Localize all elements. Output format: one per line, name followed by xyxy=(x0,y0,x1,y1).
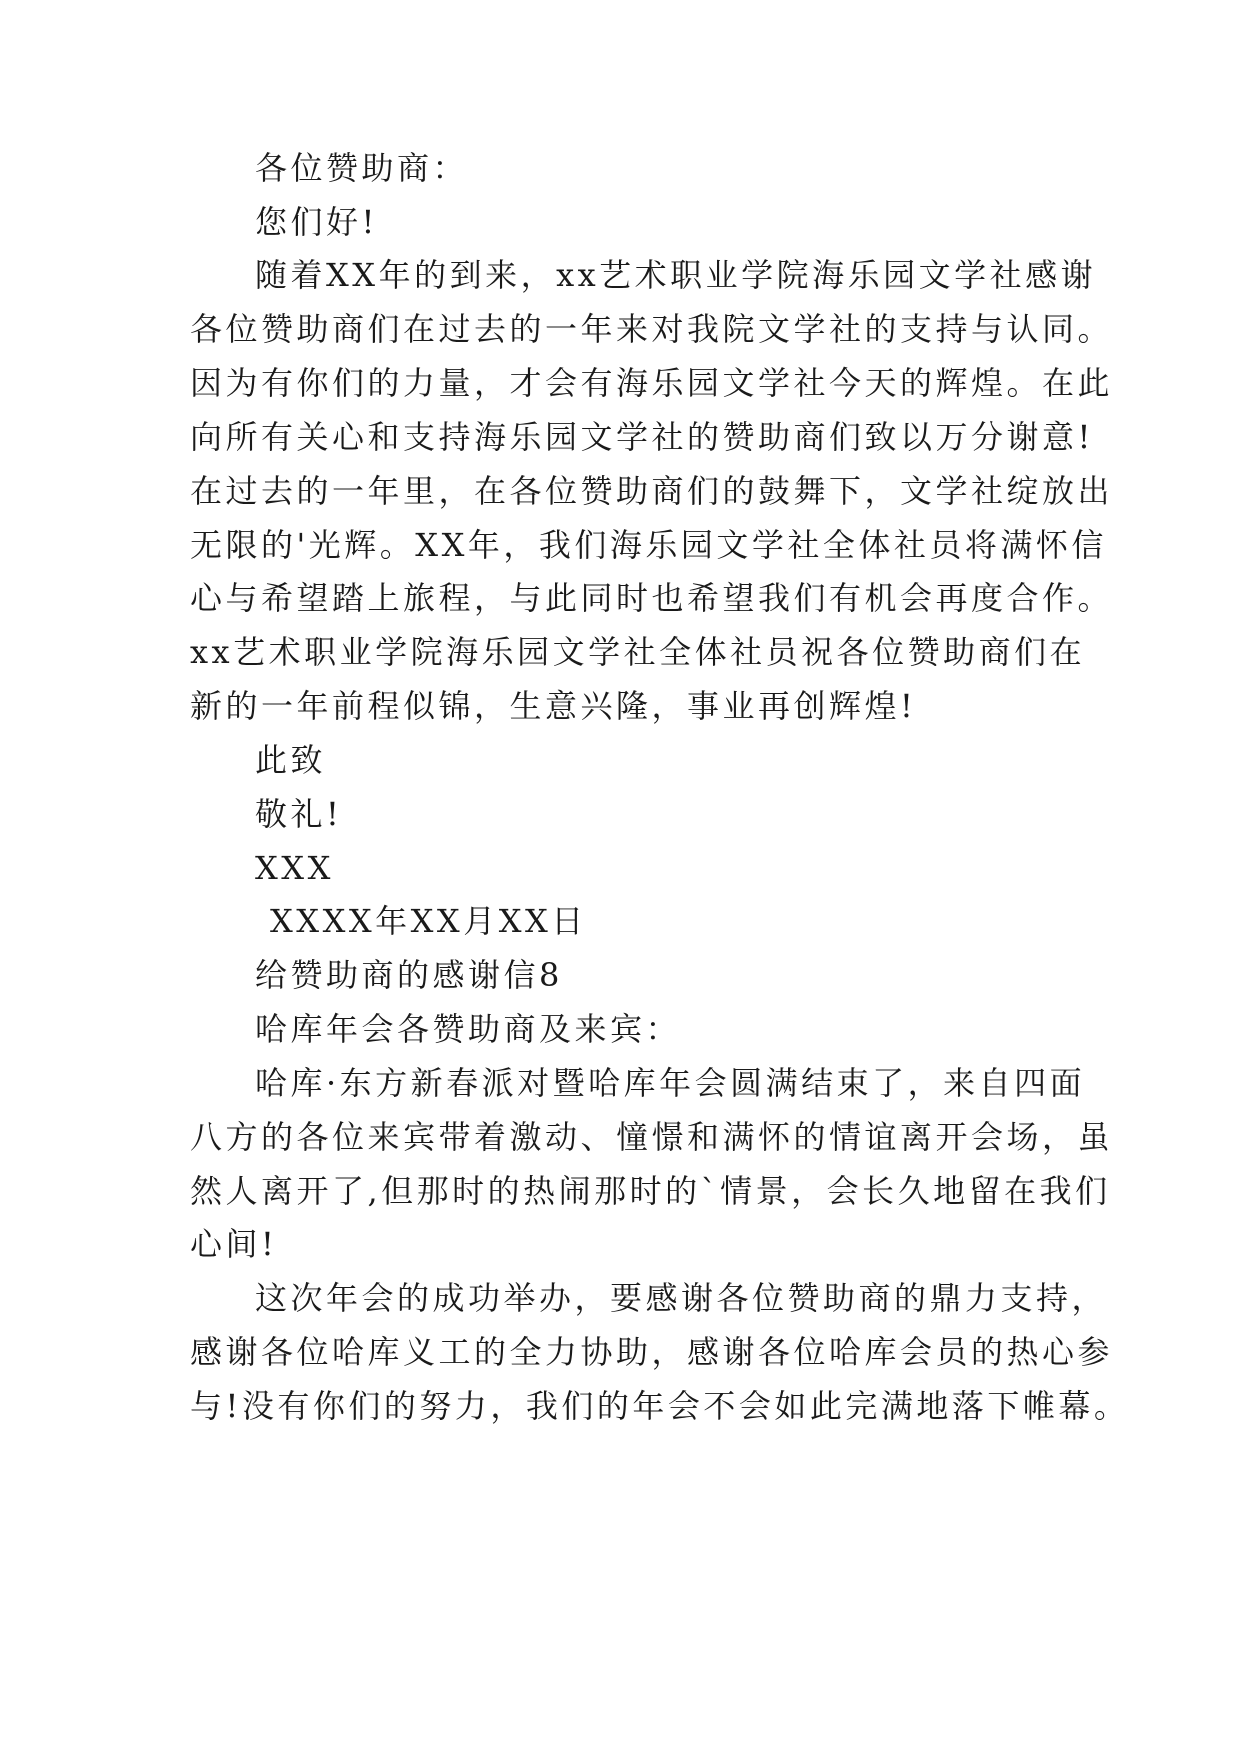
body-line: xx艺术职业学院海乐园文学社全体社员祝各位赞助商们在 xyxy=(190,633,1086,671)
body-line: 八方的各位来宾带着激动、憧憬和满怀的情谊离开会场，虽 xyxy=(190,1118,1114,1156)
greeting: 您们好! xyxy=(255,203,378,241)
salutation: 各位赞助商： xyxy=(255,149,469,187)
body-line: 这次年会的成功举办，要感谢各位赞助商的鼎力支持， xyxy=(255,1279,1108,1317)
letter-date: XXXX年XX月XX日 xyxy=(270,902,587,940)
body-line: 心间! xyxy=(190,1225,278,1263)
body-line: 与!没有你们的努力，我们的年会不会如此完满地落下帷幕。 xyxy=(190,1387,1130,1425)
body-line: 无限的'光辉。XX年，我们海乐园文学社全体社员将满怀信 xyxy=(190,526,1107,564)
body-line: 心与希望踏上旅程，与此同时也希望我们有机会再度合作。 xyxy=(190,579,1114,617)
closing-line: 此致 xyxy=(255,741,327,779)
closing-line: 敬礼! xyxy=(255,795,343,833)
body-line: 在过去的一年里，在各位赞助商们的鼓舞下，文学社绽放出 xyxy=(190,472,1114,510)
body-line: 新的一年前程似锦，生意兴隆，事业再创辉煌! xyxy=(190,687,917,725)
body-line: 各位赞助商们在过去的一年来对我院文学社的支持与认同。 xyxy=(190,310,1114,348)
body-line: 感谢各位哈库义工的全力协助，感谢各位哈库会员的热心参 xyxy=(190,1333,1114,1371)
body-line: 然人离开了,但那时的热闹那时的`情景，会长久地留在我们 xyxy=(190,1172,1111,1210)
signature: XXX xyxy=(255,849,334,887)
letter-title: 给赞助商的感谢信8 xyxy=(255,956,563,994)
body-line: 哈库·东方新春派对暨哈库年会圆满结束了，来自四面 xyxy=(255,1064,1086,1102)
body-line: 因为有你们的力量，才会有海乐园文学社今天的辉煌。在此 xyxy=(190,364,1114,402)
body-line: 向所有关心和支持海乐园文学社的赞助商们致以万分谢意! xyxy=(190,418,1094,456)
salutation: 哈库年会各赞助商及来宾： xyxy=(255,1010,682,1048)
body-line: 随着XX年的到来，xx艺术职业学院海乐园文学社感谢 xyxy=(255,256,1097,294)
